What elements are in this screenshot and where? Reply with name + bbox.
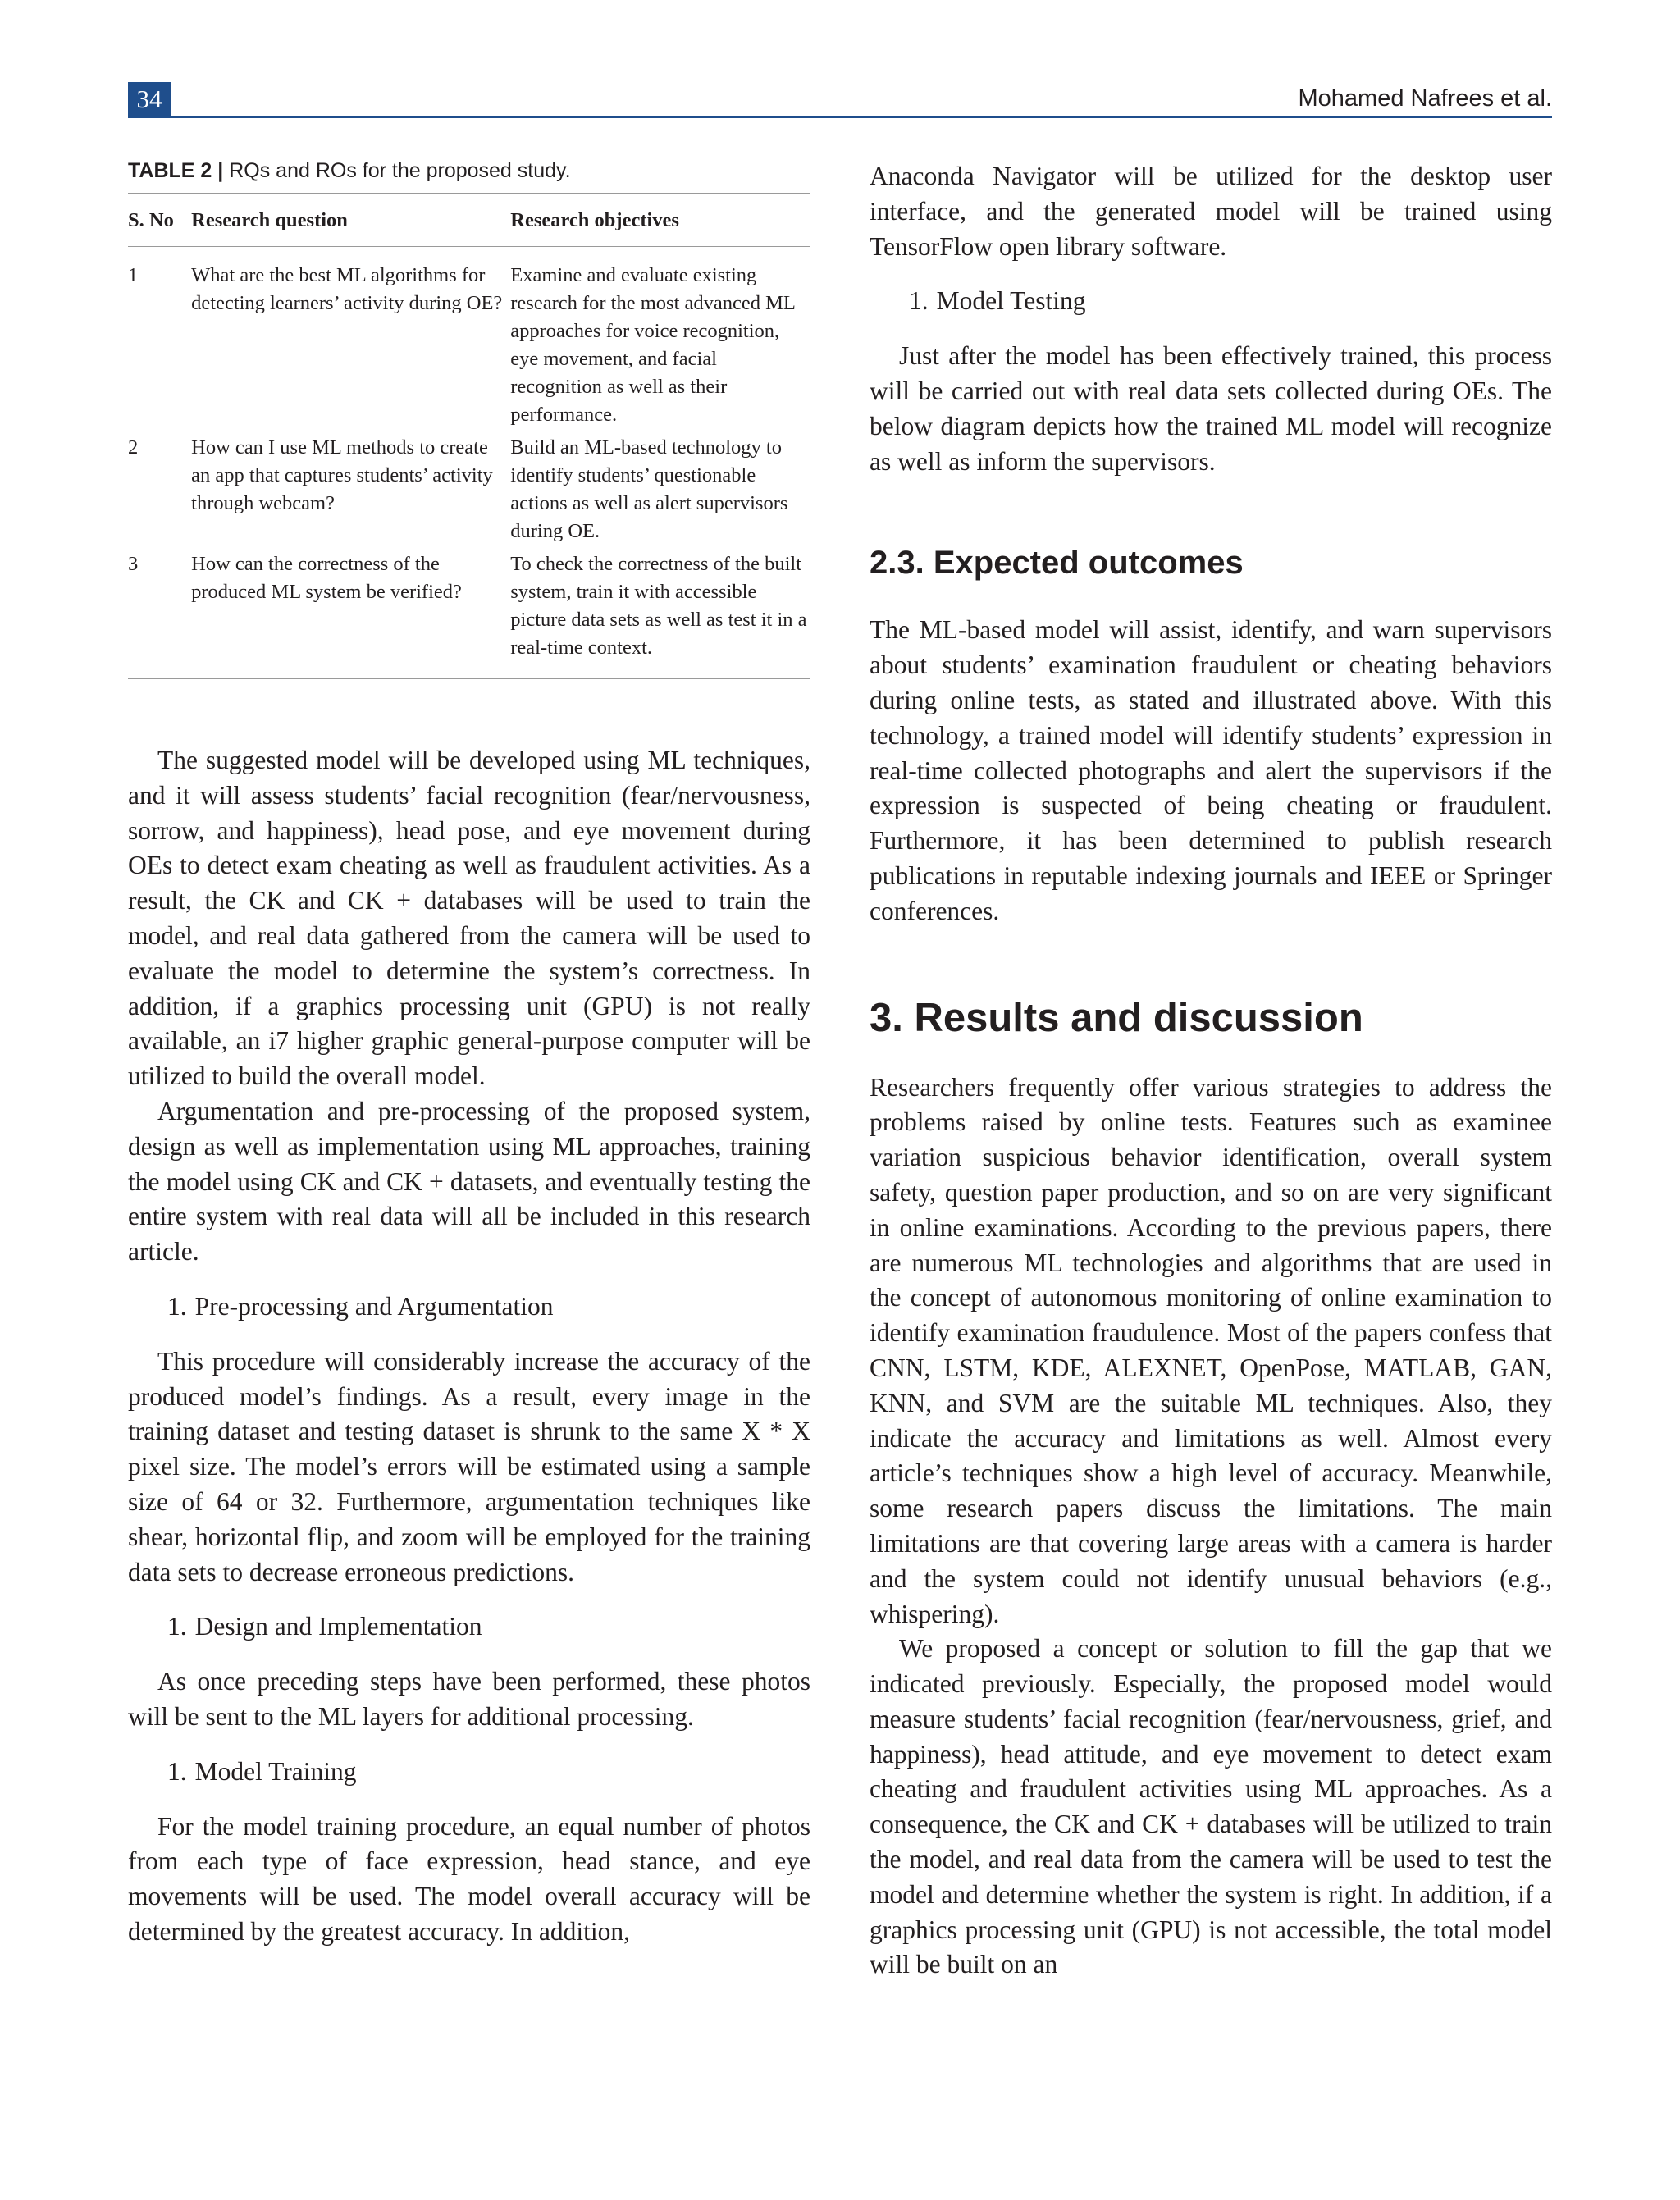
table-header-objective: Research objectives [510,194,810,247]
list-number: 1. [167,1756,187,1786]
list-label: Design and Implementation [194,1612,482,1641]
list-number: 1. [167,1291,187,1321]
research-questions-table [128,193,810,679]
paragraph-model-training: For the model training procedure, an equal number of photos from each type of face expression, head stance, and eye movements will be used. The model overall accuracy will be determined by the greatest accuracy. In addition, [128,1811,810,1946]
running-head: Mohamed Nafrees et al. [1298,85,1552,112]
table-caption-label: TABLE 2 | [128,159,224,182]
left-column [128,159,810,1950]
list-item-model-testing [870,284,1552,319]
table-row [128,550,810,679]
list-label: Model Training [194,1756,357,1786]
paragraph-expected-outcomes: The ML-based model will assist, identify, and warn supervisors about students’ examination fraudulent or cheating behaviors during online tests, as stated and illustrated above. With this technology, a trained model will identify students’ expression in real-time collected photographs and alert the supervisors if the expression is suspected of being cheating or fraudulent. Furthermore, it has been determined to publish research publications in reputable indexing journals and IEEE or Springer conferences. [870,615,1552,925]
table-cell-objective: To check the correctness of the built system, train it with accessible picture data sets as well as test it in a real-time context. [510,550,810,679]
list-item-design [128,1609,810,1645]
list-label: Model Testing [936,286,1086,316]
list-label: Pre-processing and Argumentation [194,1291,554,1321]
paragraph-preprocessing: This procedure will considerably increase the accuracy of the produced model’s findings. As a result, every image in the training dataset and testing dataset is shrunk to the same X * X pixel size. The model’s errors will be estimated using a sample size of 64 or 32. Furthermore, argumentation techniques like shear, horizontal flip, and zoom will be employed for the training data sets to decrease erroneous predictions. [128,1346,810,1586]
heading-expected-outcomes: 2.3. Expected outcomes [870,545,1244,582]
right-column [870,159,1552,1983]
table-caption-text: RQs and ROs for the proposed study. [229,159,571,182]
list-item-model-training [128,1755,810,1790]
table-cell-objective: Build an ML-based technology to identify students’ questionable actions as well as alert supervisors during OE. [510,436,788,542]
paragraph-model-testing: Just after the model has been effectively trained, this process will be carried out with real data sets collected during OEs. The below diagram depicts how the trained ML model will recognize as well as inform the supervisors. [870,341,1552,476]
paragraph-results-2: We proposed a concept or solution to fill the gap that we indicated previously. Especially, the proposed model would measure students’ facial recognition (fear/nervousness, grief, and happiness), head attitude, and eye movement to detect exam cheating and fraudulent activities using ML approaches. As a consequence, the CK and CK + databases will be utilized to train the model, and real data from the camera will be used to test the model and determine whether the system is right. In addition, if a graphics processing unit (GPU) is not accessible, the total model will be built on an [870,1634,1552,1979]
paragraph-proposed-model: The suggested model will be developed using ML techniques, and it will assess students’ facial recognition (fear/nervousness, sorrow, and happiness), head pose, and eye movement during OEs to detect exam cheating as well as fraudulent activities. As a result, the CK and CK + databases will be used to train the model, and real data gathered from the camera will be used to evaluate the model to determine the system’s correctness. In addition, if a graphics processing unit (GPU) is not really available, an i7 higher graphic general-purpose computer will be utilized to build the overall model. [128,746,810,1091]
table-cell-sno: 1 [128,264,139,286]
paragraph-design: As once preceding steps have been performed, these photos will be sent to the ML layers for additional processing. [128,1667,810,1731]
page-number: 34 [128,82,171,116]
list-number: 1. [909,286,929,316]
paragraph-anaconda: Anaconda Navigator will be utilized for the desktop user interface, and the generated model will be trained using TensorFlow open library software. [870,162,1552,261]
table-cell-question: How can I use ML methods to create an app that captures students’ activity through webcam? [191,436,493,514]
paragraph-argumentation-overview: Argumentation and pre-processing of the proposed system, design as well as implementation using ML approaches, training the model using CK and CK + datasets, and eventually testing the entire system with real data will all be included in this research article. [128,1096,810,1267]
table-row [128,434,810,550]
table-cell-question: How can the correctness of the produced ML system be verified? [191,550,510,679]
table-header-question: Research question [191,194,510,247]
list-number: 1. [167,1612,187,1641]
table-caption [128,159,810,183]
header-rule [128,116,1552,118]
table-cell-sno: 3 [128,550,191,679]
table-row [128,247,810,435]
table-cell-objective: Examine and evaluate existing research for the most advanced ML approaches for voice recognition, eye movement, and facial recognition as well as their performance. [510,264,795,426]
list-item-preprocessing [128,1289,810,1325]
paragraph-results-1: Researchers frequently offer various strategies to address the problems raised by online tests. Features such as examinee variation suspicious behavior identification, overall system safety, question paper production, and so on are very significant in online examinations. According to the previous papers, there are numerous ML technologies and algorithms that are used in the concept of autonomous monitoring of online examination to identify examination fraudulence. Most of the papers confess that CNN, LSTM, KDE, ALEXNET, OpenPose, MATLAB, GAN, KNN, and SVM are the suitable ML techniques. Also, they indicate the accuracy and limitations as well. Almost every article’s techniques show a high level of accuracy. Meanwhile, some research papers discuss the limitations. The main limitations are that covering large areas with a camera is harder and the system could not identify unusual behaviors (e.g., whispering). [870,1072,1552,1628]
table-header-sno: S. No [128,194,191,247]
table-cell-sno: 2 [128,436,139,459]
table-header-row [128,194,810,247]
table-cell-question: What are the best ML algorithms for detecting learners’ activity during OE? [191,264,503,314]
heading-results-discussion: 3. Results and discussion [870,995,1363,1040]
